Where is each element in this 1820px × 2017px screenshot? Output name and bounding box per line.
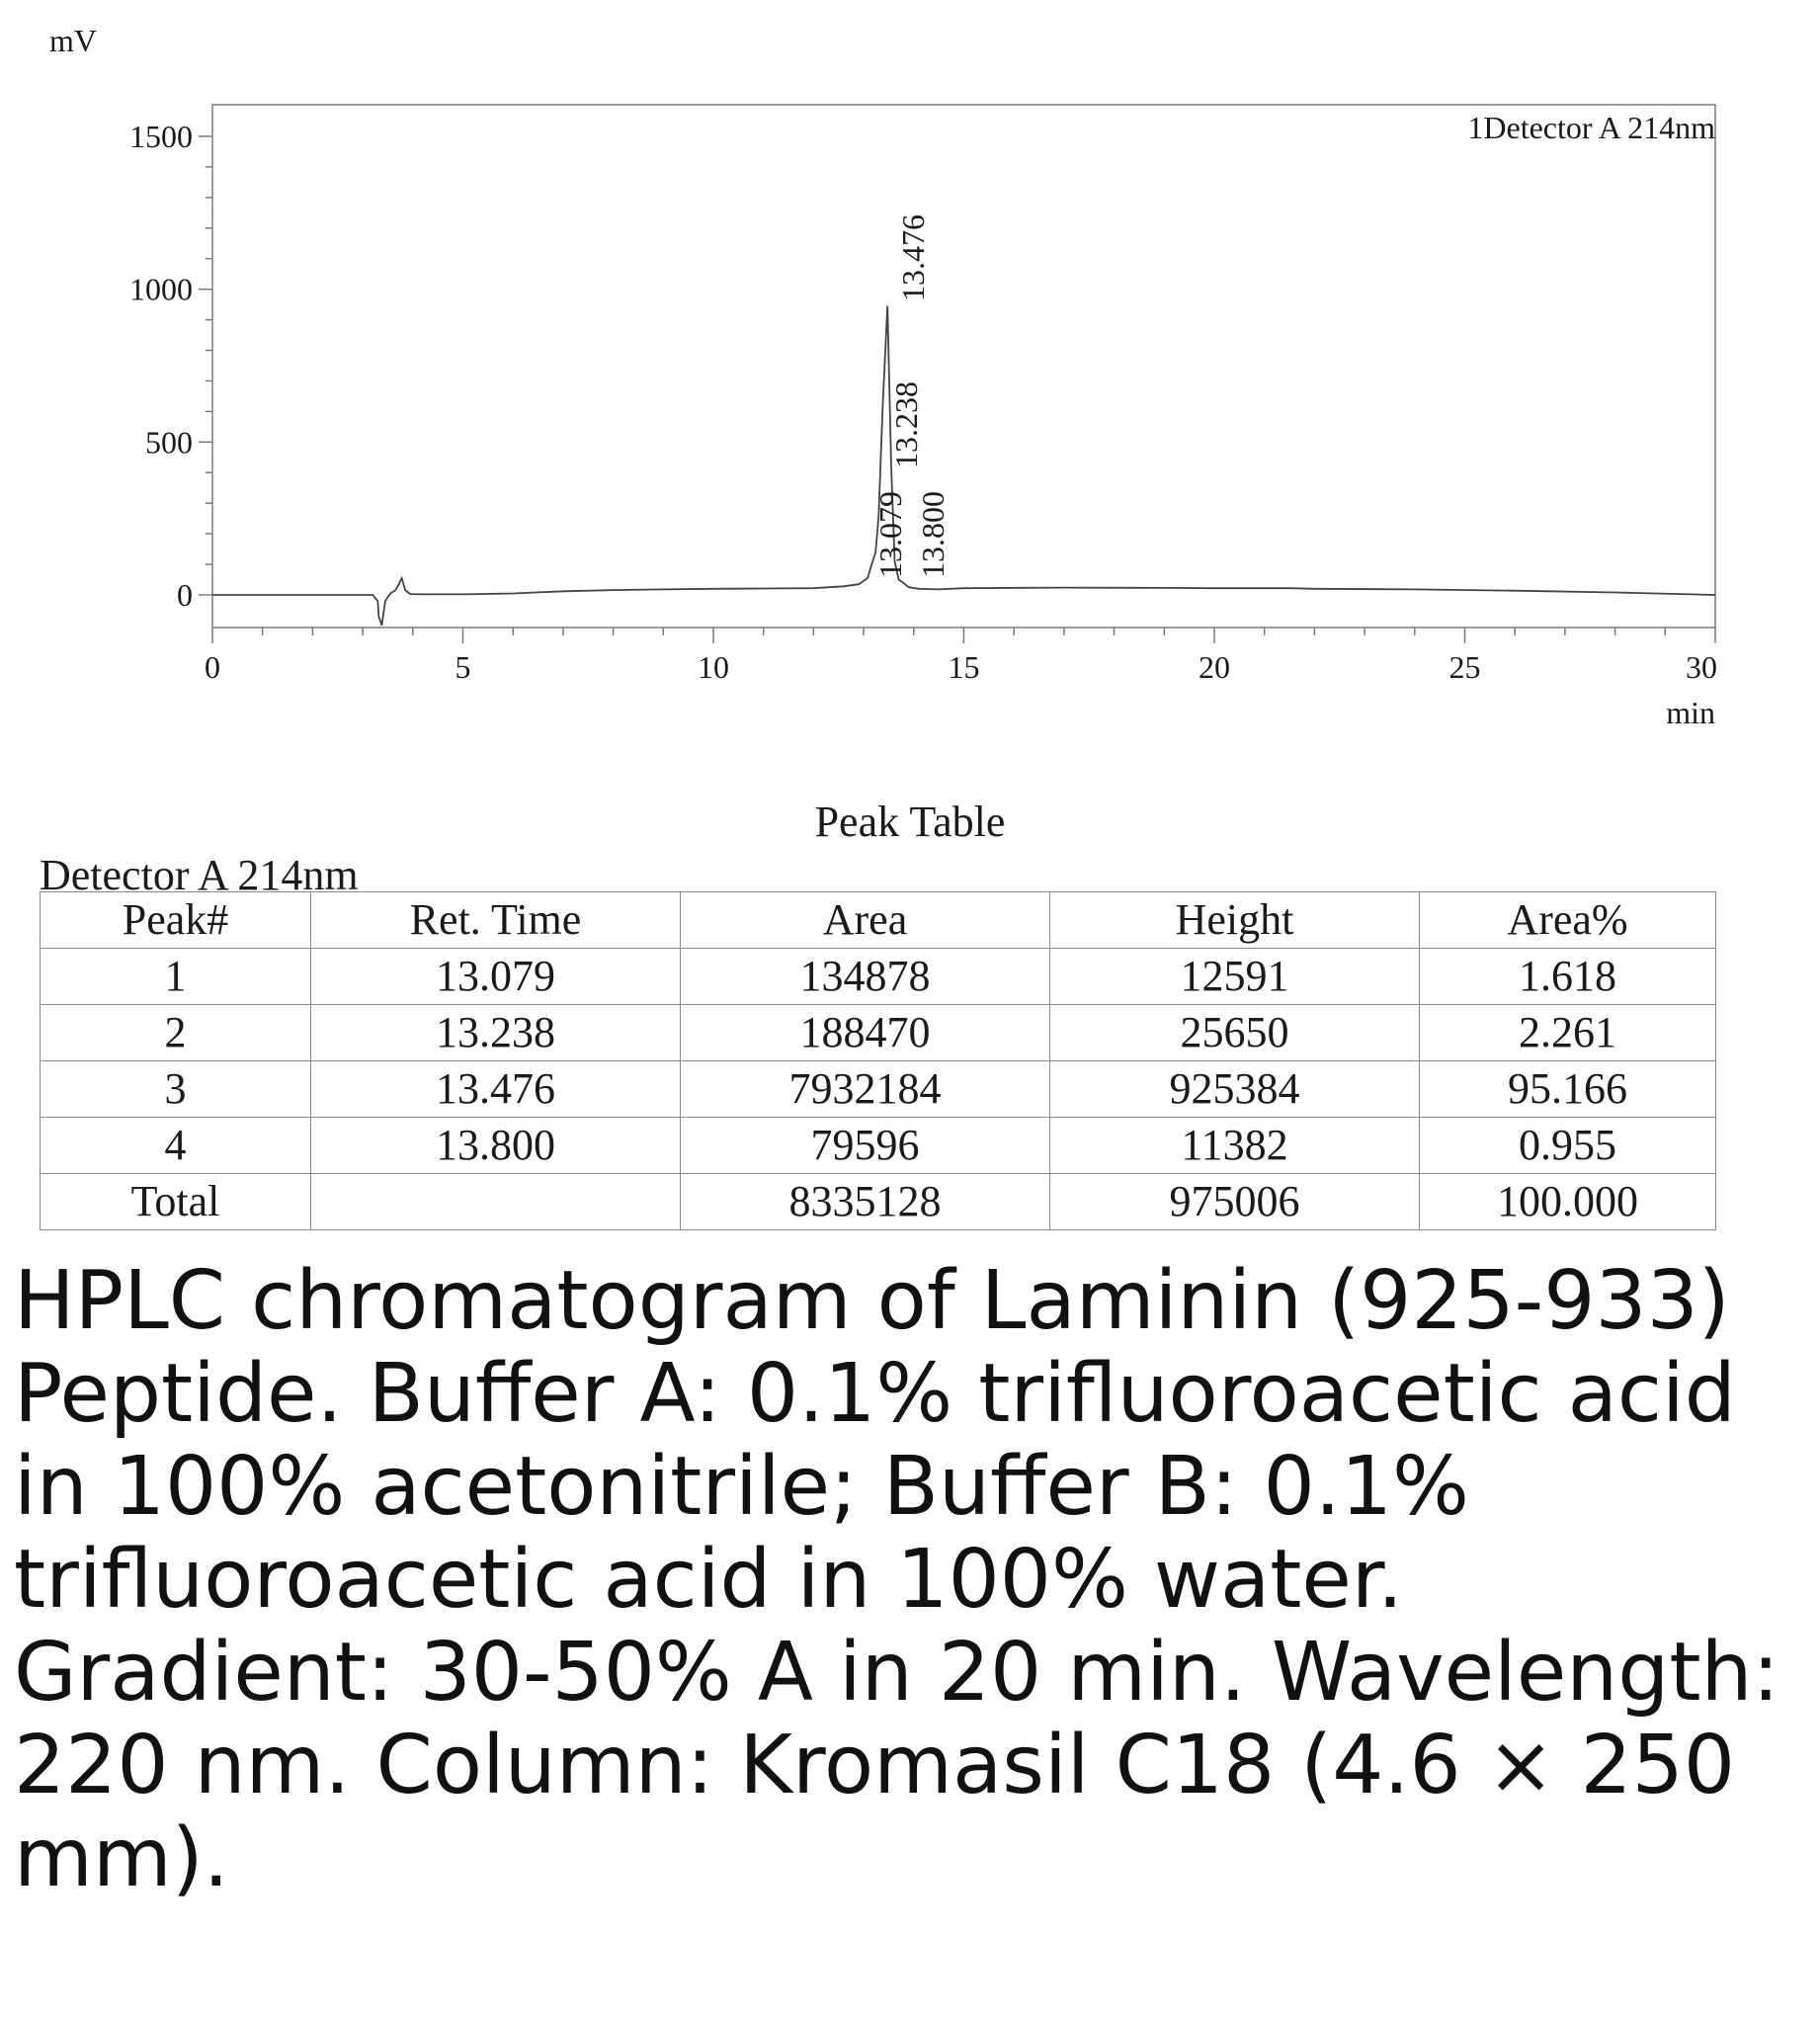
y-axis <box>129 119 212 613</box>
cell-area-percent: 1.618 <box>1420 949 1716 1005</box>
peak-retention-label: 13.238 <box>888 381 924 468</box>
cell-ret-time: 13.079 <box>311 949 681 1005</box>
cell-area-percent: 100.000 <box>1420 1174 1716 1230</box>
peak-table-title: Peak Table <box>814 798 1006 846</box>
peak-retention-label: 13.800 <box>915 491 951 578</box>
y-tick-label: 1500 <box>129 119 193 154</box>
x-tick-label: 30 <box>1686 649 1717 685</box>
x-tick-label: 5 <box>455 649 471 685</box>
cell-peak: 4 <box>41 1118 311 1174</box>
x-tick-label: 0 <box>205 649 220 685</box>
cell-peak: 3 <box>41 1061 311 1118</box>
figure-caption: HPLC chromatogram of Laminin (925-933) Peptide. Buffer A: 0.1% trifluoroacetic acid in 100% acetonitrile; Buffer B: 0.1% trifluoroacetic acid in 100% water. Gradient: 30-50% A in 20 min. Wavelength: 220 nm. Column: Kromasil C18 (4.6 × 250 mm). <box>14 1254 1780 1905</box>
cell-height: 975006 <box>1050 1174 1420 1230</box>
cell-height: 11382 <box>1050 1118 1420 1174</box>
x-unit-label: min <box>1666 695 1715 730</box>
x-tick-label: 20 <box>1199 649 1230 685</box>
cell-height: 25650 <box>1050 1005 1420 1061</box>
plot-frame <box>212 105 1715 628</box>
y-tick-label: 0 <box>177 577 193 613</box>
cell-peak: 2 <box>41 1005 311 1061</box>
cell-area-percent: 0.955 <box>1420 1118 1716 1174</box>
table-row <box>41 949 1716 1005</box>
cell-area-percent: 2.261 <box>1420 1005 1716 1061</box>
header-peak: Peak# <box>41 892 311 949</box>
x-tick-label: 10 <box>698 649 729 685</box>
header-area-percent: Area% <box>1420 892 1716 949</box>
cell-height: 12591 <box>1050 949 1420 1005</box>
cell-ret-time: 13.238 <box>311 1005 681 1061</box>
series-label: 1Detector A 214nm <box>1467 110 1715 145</box>
table-total-row <box>41 1174 1716 1230</box>
peak-table-detector: Detector A 214nm <box>40 851 359 899</box>
x-tick-label: 15 <box>948 649 980 685</box>
y-unit-label: mV <box>49 23 97 58</box>
chromatogram-trace <box>212 306 1715 626</box>
peak-labels <box>872 214 951 578</box>
cell-area: 8335128 <box>681 1174 1050 1230</box>
peak-retention-label: 13.079 <box>872 491 908 578</box>
cell-ret-time: 13.800 <box>311 1118 681 1174</box>
table-row <box>41 1118 1716 1174</box>
cell-area-percent: 95.166 <box>1420 1061 1716 1118</box>
header-area: Area <box>681 892 1050 949</box>
y-tick-label: 500 <box>145 424 193 461</box>
cell-peak: Total <box>41 1174 311 1230</box>
table-row <box>41 1061 1716 1118</box>
chromatogram-chart <box>0 0 1820 771</box>
table-row <box>41 1005 1716 1061</box>
peak-retention-label: 13.476 <box>895 214 931 301</box>
x-tick-label: 25 <box>1448 649 1481 685</box>
cell-area: 79596 <box>681 1118 1050 1174</box>
cell-ret-time <box>311 1174 681 1230</box>
cell-area: 188470 <box>681 1005 1050 1061</box>
peak-table <box>40 891 1716 1230</box>
cell-area: 7932184 <box>681 1061 1050 1118</box>
header-height: Height <box>1050 892 1420 949</box>
cell-ret-time: 13.476 <box>311 1061 681 1118</box>
cell-height: 925384 <box>1050 1061 1420 1118</box>
x-axis <box>205 628 1717 685</box>
cell-area: 134878 <box>681 949 1050 1005</box>
header-ret-time: Ret. Time <box>311 892 681 949</box>
peak-table-header-row <box>41 892 1716 949</box>
cell-peak: 1 <box>41 949 311 1005</box>
y-tick-label: 1000 <box>129 271 193 307</box>
